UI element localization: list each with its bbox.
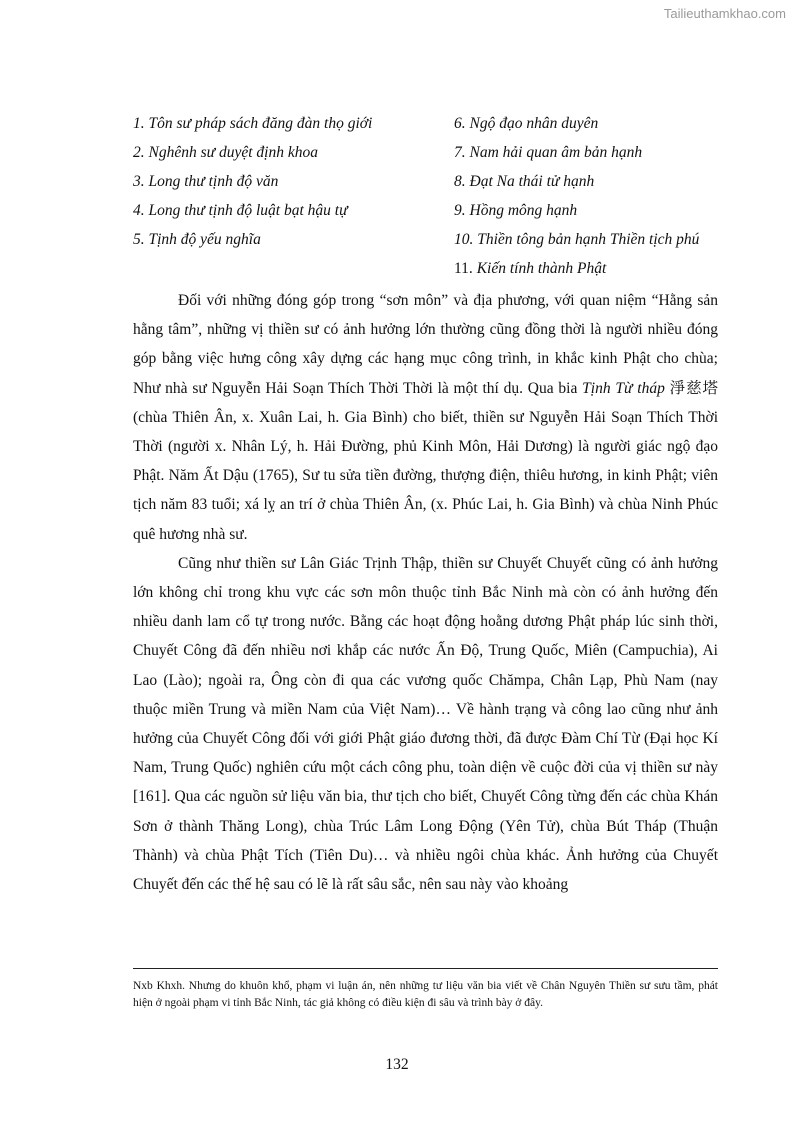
page-number: 132 bbox=[385, 1056, 409, 1073]
list-item: 4. Long thư tịnh độ luật bạt hậu tự bbox=[133, 202, 348, 219]
list-item: 6. Ngộ đạo nhân duyên bbox=[454, 115, 599, 132]
list-item: 5. Tịnh độ yếu nghĩa bbox=[133, 231, 261, 248]
list-item: 10. Thiền tông bản hạnh Thiền tịch phú bbox=[454, 231, 700, 248]
list-item: 1. Tôn sư pháp sách đăng đàn thọ giới bbox=[133, 115, 373, 132]
body-text bbox=[133, 286, 718, 899]
footnote: Nxb Khxh. Nhưng do khuôn khổ, phạm vi luận án, nên những tư liệu văn bia viết về Chân Nguyên Thiền sư sưu tầm, phát hiện ở ngoài phạm vi tỉnh Bắc Ninh, tác giả không có điều kiện đi sâu và trình bày ở đây. bbox=[133, 980, 718, 1009]
watermark: Tailieuthamkhao.com bbox=[663, 6, 786, 21]
list-item: 2. Nghênh sư duyệt định khoa bbox=[133, 144, 318, 161]
list-item-title: Kiến tính thành Phật bbox=[476, 260, 607, 277]
list-item: 9. Hồng mông hạnh bbox=[454, 202, 578, 219]
stele-title: Tịnh Từ tháp bbox=[582, 379, 665, 397]
paragraph bbox=[133, 286, 718, 549]
works-list-right-column bbox=[454, 113, 754, 287]
paragraph: Cũng như thiền sư Lân Giác Trịnh Thập, thiền sư Chuyết Chuyết cũng có ảnh hưởng lớn không chỉ trong khu vực các sơn môn thuộc tỉnh Bắc Ninh mà còn có ảnh hưởng đến nhiều danh lam cổ tự trong nước. Bằng các hoạt động hoằng dương Phật pháp lúc sinh thời, Chuyết Công đã đến nhiều nơi khắp các nước Ấn Độ, Trung Quốc, Miên (Campuchia), Ai Lao (Lào); ngoài ra, Ông còn đi qua các vương quốc Chămpa, Chân Lạp, Phù Nam (nay thuộc miền Trung và miền Nam của Việt Nam)… Về hành trạng và công lao cũng như ảnh hưởng của Chuyết Công đối với giới Phật giáo đương thời, đã được Đàm Chí Từ (Đại học Kí Nam, Trung Quốc) nghiên cứu một cách công phu, toàn diện về cuộc đời của vị thiền sư này [161]. Qua các nguồn sử liệu văn bia, thư tịch cho biết, Chuyết Công từng đến các chùa Khán Sơn ở thành Thăng Long), chùa Trúc Lâm Long Động (Yên Tử), chùa Bút Tháp (Thuận Thành) và chùa Phật Tích (Tiên Du)… và nhiều ngôi chùa khác. Ảnh hưởng của Chuyết Chuyết đến các thế hệ sau có lẽ là rất sâu sắc, nên sau này vào khoảng bbox=[133, 554, 718, 894]
paragraph-text: Đối với những đóng góp trong “sơn môn” và địa phương, với quan niệm “Hằng sản hằng tâm”, những vị thiền sư có ảnh hưởng lớn thường cũng đồng thời là người nhiều đóng góp bằng việc hưng công xây dựng các hạng mục công trình, in khắc kinh Phật cho chùa; Như nhà sư Nguyễn Hải Soạn Thích Thời Thời là một thí dụ. Qua bia bbox=[133, 292, 718, 397]
paragraph-text: (chùa Thiên Ân, x. Xuân Lai, h. Gia Bình) cho biết, thiền sư Nguyễn Hải Soạn Thích Thời Thời (người x. Nhân Lý, h. Hải Đường, phủ Kinh Môn, Hải Dương) là người giác ngộ đạo Phật. Năm Ất Dậu (1765), Sư tu sửa tiền đường, thượng điện, thiêu hương, in kinh Phật; viên tịch năm 83 tuổi; xá lỵ an trí ở chùa Thiên Ân, (x. Phúc Lai, h. Gia Bình) và chùa Ninh Phúc quê hương nhà sư. bbox=[133, 408, 718, 543]
list-item bbox=[454, 258, 754, 287]
works-list-left-column bbox=[133, 113, 433, 258]
list-item: 7. Nam hải quan âm bản hạnh bbox=[454, 144, 643, 161]
list-item-number: 11. bbox=[454, 260, 477, 277]
list-item: 3. Long thư tịnh độ văn bbox=[133, 173, 279, 190]
list-item: 8. Đạt Na thái tử hạnh bbox=[454, 173, 595, 190]
footnote-divider bbox=[133, 968, 718, 969]
han-characters: 淨慈塔 bbox=[664, 379, 718, 397]
